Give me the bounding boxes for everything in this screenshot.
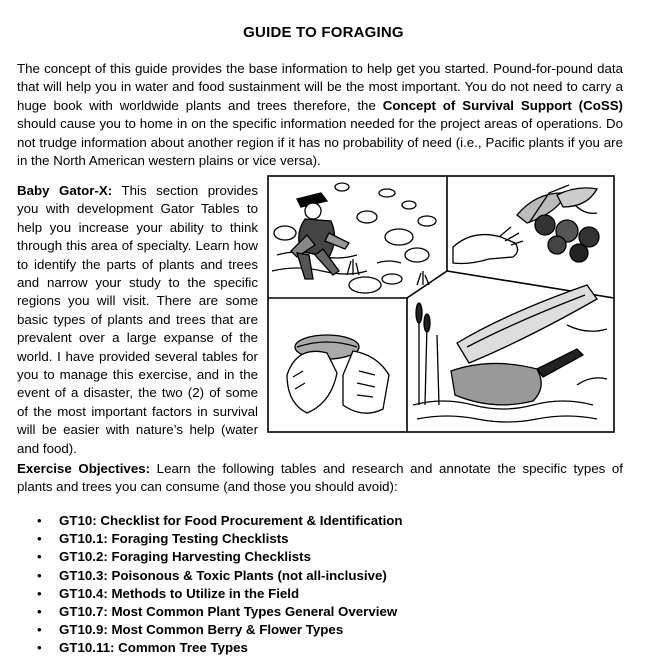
gator-table-title: GT10.1: Foraging Testing Checklists [59,531,289,547]
hand-with-berries-drawing [453,185,599,264]
hands-holding-pod-drawing [287,335,389,413]
exercise-objectives-label: Exercise Objectives: [17,461,151,476]
gator-table-list [17,512,617,658]
bullet-glyph: • [37,640,42,656]
list-item [17,603,617,621]
list-item [17,512,617,530]
bullet-glyph: • [37,585,42,601]
crouching-forager-drawing [272,183,436,293]
intro-paragraph [17,60,623,170]
cutting-stalk-drawing [413,285,607,422]
bullet-glyph: • [37,549,42,565]
list-item [17,639,617,657]
coss-term: Concept of Survival Support (CoSS) [382,97,623,113]
baby-gator-text: This section provides you with development Gator Tables to help you increase your ability to think through this area of specialty. Learn how to identify the parts of plants and trees and narrow your study to the specific regions you will visit. There are some basic types of plants and trees that are prevalent over a large expanse of the world. I have provided several tables for you to manage this exercise, and in the event of a disaster, the two (2) of some of the most important factors in survival will be easier with nature’s help (water and food). [17,183,258,456]
gator-table-title: GT10: Checklist for Food Procurement & Identification [59,513,403,528]
list-item [17,621,617,639]
bullet-glyph: • [37,604,42,620]
list-item [17,530,617,548]
bullet-glyph: • [37,567,42,583]
gator-table-title: GT10.11: Common Tree Types [59,640,248,656]
page-title: GUIDE TO FORAGING [243,24,404,41]
list-item [17,548,617,566]
bullet-glyph: • [37,513,42,528]
gator-table-title: GT10.9: Most Common Berry & Flower Types [59,622,344,638]
foraging-illustration [267,175,615,433]
bullet-glyph: • [37,531,42,547]
intro-text-part2: should cause you to home in on the specific information needed for the project areas of operations. Do not trudge information about another region if it has no probability of need (i.e., Pacific plants if you are in the North American western plains or vice versa). [17,116,623,169]
exercise-objectives-paragraph [17,460,623,497]
gator-table-title: GT10.3: Poisonous & Toxic Plants (not all-inclusive) [59,567,387,583]
gator-table-title: GT10.2: Foraging Harvesting Checklists [59,549,311,565]
gator-table-title: GT10.4: Methods to Utilize in the Field [59,585,300,601]
bullet-glyph: • [37,622,42,638]
list-item [17,585,617,603]
gator-table-title: GT10.7: Most Common Plant Types General Overview [59,604,398,620]
baby-gator-label: Baby Gator-X: [17,183,113,198]
intro-text-part1: The concept of this guide provides the base information to help get you started. Pound-for-pound data that will help you in water and food sustainment will be the most important. You do not need to carry a huge book with worldwide plants and trees therefore, the [17,61,623,113]
exercise-objectives-text: Learn the following tables and research and annotate the specific types of plants and trees you can consume (and those you should avoid): [17,461,624,495]
list-item [17,567,617,585]
baby-gator-paragraph [17,182,258,458]
